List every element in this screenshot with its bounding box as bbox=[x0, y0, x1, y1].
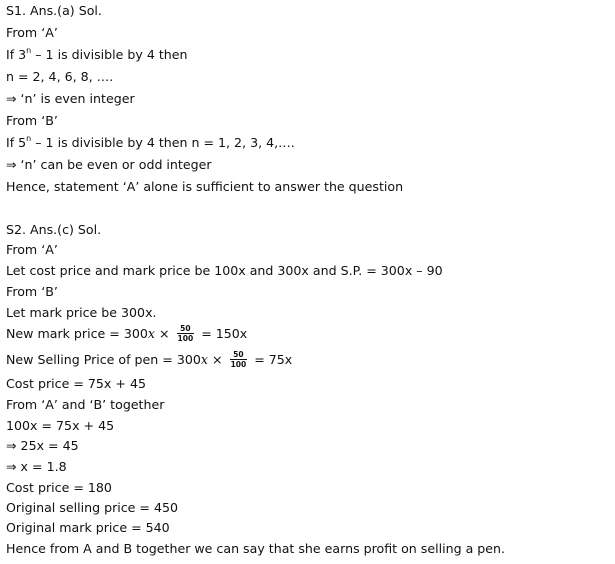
numerator: 50 bbox=[177, 324, 195, 334]
numerator: 50 bbox=[230, 350, 248, 360]
text: = 150x bbox=[197, 326, 248, 341]
s2-line: Original selling price = 450 bbox=[6, 500, 179, 515]
s2-line: From ‘A’ bbox=[6, 242, 58, 257]
text: – 1 is divisible by 4 then n = 1, 2, 3, 4,…. bbox=[31, 135, 295, 150]
s1-heading: S1. Ans.(a) Sol. bbox=[6, 3, 102, 18]
s1-line: From ‘B’ bbox=[6, 113, 58, 128]
s1-line bbox=[6, 45, 188, 65]
variable: x bbox=[147, 326, 155, 341]
times-sign: × bbox=[154, 326, 174, 341]
s1-line: ⇒ ‘n’ can be even or odd integer bbox=[6, 157, 212, 172]
exponent: n bbox=[26, 134, 32, 143]
text: New Selling Price of pen = 300 bbox=[6, 352, 201, 367]
s2-line: ⇒ x = 1.8 bbox=[6, 459, 67, 474]
exponent: n bbox=[26, 46, 32, 55]
s2-line: Let mark price be 300x. bbox=[6, 305, 157, 320]
s2-conclusion: Hence from A and B together we can say that she earns profit on selling a pen. bbox=[6, 541, 506, 556]
s1-line: ⇒ ‘n’ is even integer bbox=[6, 91, 135, 106]
text: If 5 bbox=[6, 135, 27, 150]
times-sign: × bbox=[208, 352, 227, 367]
s2-line: ⇒ 25x = 45 bbox=[6, 438, 79, 453]
fraction bbox=[230, 350, 248, 369]
fraction bbox=[177, 324, 195, 343]
s2-line: Let cost price and mark price be 100x and 300x and S.P. = 300x – 90 bbox=[6, 263, 443, 278]
s1-line: From ‘A’ bbox=[6, 25, 58, 40]
denominator: 100 bbox=[177, 334, 194, 343]
s2-line bbox=[6, 350, 292, 370]
s1-line bbox=[6, 133, 295, 153]
variable: x bbox=[200, 352, 208, 367]
s1-line: n = 2, 4, 6, 8, …. bbox=[6, 69, 114, 84]
text: New mark price = 300 bbox=[6, 326, 148, 341]
s2-line: From ‘A’ and ‘B’ together bbox=[6, 397, 165, 412]
s1-conclusion: Hence, statement ‘A’ alone is sufficient to answer the question bbox=[6, 179, 404, 194]
denominator: 100 bbox=[230, 360, 247, 369]
s2-line bbox=[6, 324, 247, 344]
s2-line: 100x = 75x + 45 bbox=[6, 418, 115, 433]
text: If 3 bbox=[6, 47, 27, 62]
text: = 75x bbox=[250, 352, 293, 367]
s2-line: Cost price = 75x + 45 bbox=[6, 376, 146, 391]
s2-line: From ‘B’ bbox=[6, 284, 58, 299]
s2-line: Cost price = 180 bbox=[6, 480, 112, 495]
s2-heading: S2. Ans.(c) Sol. bbox=[6, 222, 102, 237]
text: – 1 is divisible by 4 then bbox=[31, 47, 188, 62]
s2-line: Original mark price = 540 bbox=[6, 520, 170, 535]
